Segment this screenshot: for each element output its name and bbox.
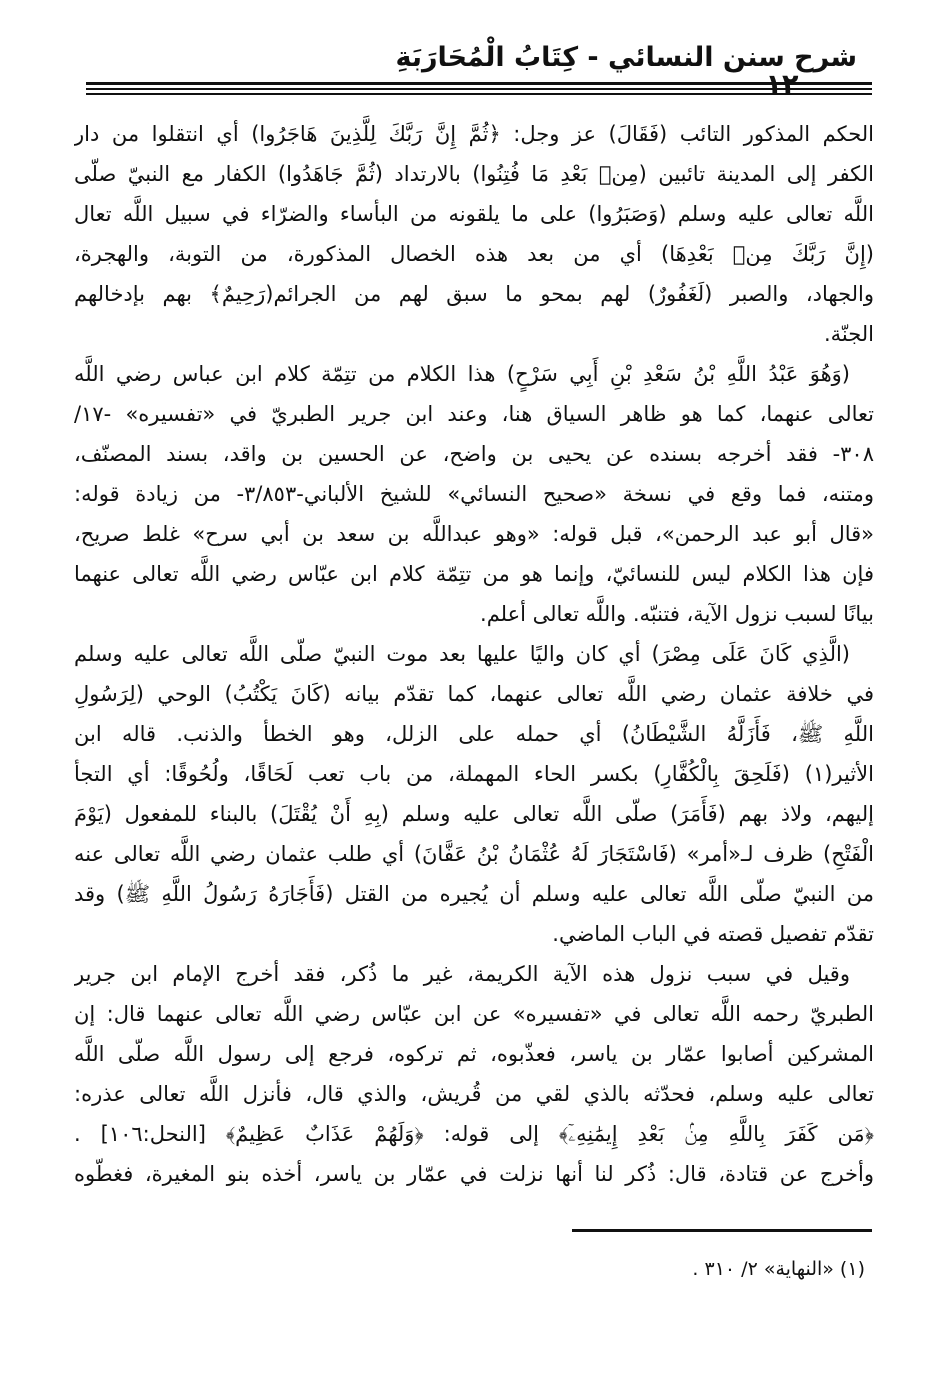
text-line: الكفر إلى المدينة تائبين (مِنۢ بَعْدِ مَا فُتِنُوا) بالارتداد (ثُمَّ جَاهَدُوا) الكفار مع النبيّ صلّى bbox=[74, 162, 874, 186]
text-line: بيانًا لسبب نزول الآية، فتنبّه. واللَّه تعالى أعلم. bbox=[480, 602, 874, 626]
text-line: (وَهُوَ عَبْدُ اللَّهِ بْنُ سَعْدِ بْنِ أَبِي سَرْحٍ) هذا الكلام من تتِمّة كلام ابن عباس رضي اللَّه bbox=[74, 362, 850, 386]
text-line: اللَّهِ ﷺ، فَأَزَلَّهُ الشَّيْطَانُ) أي حمله على الزلل، وهو الخطأ والذنب. قاله ابن bbox=[74, 722, 874, 746]
text-line: المشركين أصابوا عمّار بن ياسر، فعذّبوه، ثم تركوه، فرجع إلى رسول اللَّه صلّى اللَّه bbox=[74, 1042, 874, 1066]
text-line: ﴿مَن كَفَرَ بِاللَّهِ مِنۢ بَعْدِ إِيمَٰنِهِۦٓ﴾ إلى قوله: ﴿وَلَهُمْ عَذَابٌ عَظِيمٌ﴾ [النحل:١٠٦] . bbox=[74, 1122, 874, 1146]
text-line: والجهاد، والصبر (لَغَفُورٌ) لهم بمحو ما سبق لهم من الجرائم(رَحِيمٌ﴾ بهم بإدخالهم bbox=[74, 282, 874, 306]
text-line: «قال أبو عبد الرحمن»، قبل قوله: «وهو عبداللَّه بن سعد بن أبي سرح» غلط صريح، bbox=[74, 522, 874, 546]
text-line: الأثير(١) (فَلَحِقَ بِالْكُفَّارِ) بكسر الحاء المهملة، من باب تعب لَحَاقًا، ولُحُوقًا: أي التجأ bbox=[74, 762, 874, 786]
text-line: الْفَتْحِ) ظرف لـ«أمر» (فَاسْتَجَارَ لَهُ عُثْمَانُ بْنُ عَفَّانَ) أي طلب عثمان رضي اللَّه تعالى عنه bbox=[74, 842, 874, 866]
text-line: في خلافة عثمان رضي اللَّه تعالى عنهما، كما تقدّم بيانه (كَانَ يَكْتُبُ) الوحي (لِرَسُولِ bbox=[74, 682, 874, 706]
text-line: اللَّه تعالى عليه وسلم (وَصَبَرُوا) على ما يلقونه من البأساء والضرّاء في سبيل اللَّه تعال bbox=[74, 202, 874, 226]
running-title: شرح سنن النسائي - كِتَابُ الْمُحَارَبَةِ bbox=[395, 42, 857, 73]
footnote-rule bbox=[572, 1229, 872, 1232]
text-line: إليهم، ولاذ بهم (فَأَمَرَ) صلّى اللَّه تعالى عليه وسلم (بِهِ أَنْ يُقْتَلَ) بالبناء للمفعول (يَوْمَ bbox=[74, 802, 874, 826]
text-line: من النبيّ صلّى اللَّه تعالى عليه وسلم أن يُجيره من القتل (فَأَجَارَهُ رَسُولُ اللَّهِ ﷺ) وقد bbox=[74, 882, 874, 906]
text-line: ٣٠٨- فقد أخرجه بسنده عن يحيى بن واضح، عن الحسين بن واقد، بسند المصنّف، bbox=[74, 442, 874, 466]
text-line: الطبريّ رحمه اللَّه تعالى في «تفسيره» عن ابن عبّاس رضي اللَّه تعالى عنهما قال: إن bbox=[74, 1002, 874, 1026]
text-line: وقيل في سبب نزول هذه الآية الكريمة، غير ما ذُكر، فقد أخرج الإمام ابن جرير bbox=[74, 962, 850, 986]
text-line: تعالى عنهما، كما هو ظاهر السياق هنا، وعند ابن جرير الطبريّ في «تفسيره» -١٧/ bbox=[74, 402, 874, 426]
header-rule bbox=[86, 82, 872, 85]
text-line: تعالى عليه وسلم، فحدّثه بالذي لقي من قُريش، والذي قال، فأنزل اللَّه تعالى عذره: bbox=[74, 1082, 874, 1106]
body-text bbox=[74, 114, 874, 1194]
page-number bbox=[752, 70, 812, 100]
text-line: ومتنه، فما وقع في نسخة «صحيح النسائي» للشيخ الألباني-٣/٨٥٣- من زيادة قوله: bbox=[74, 482, 874, 506]
text-line: تقدّم تفصيل قصته في الباب الماضي. bbox=[552, 922, 874, 946]
header-rule bbox=[86, 93, 872, 95]
footnote: (١) «النهاية» ٢/ ٣١٠ . bbox=[692, 1258, 865, 1280]
text-line: الحكم المذكور التائب (فَقَالَ) عز وجل: ﴿ثُمَّ إِنَّ رَبَّكَ لِلَّذِينَ هَاجَرُوا) أي انتقلوا من دار bbox=[74, 122, 874, 146]
header-rule bbox=[86, 88, 872, 90]
text-line: وأخرج عن قتادة، قال: ذُكر لنا أنها نزلت في عمّار بن ياسر، أخذه بنو المغيرة، فغطّوه bbox=[74, 1162, 874, 1186]
text-line: الجنّة. bbox=[823, 322, 874, 346]
text-line: (إِنَّ رَبَّكَ مِنۢ بَعْدِهَا) أي من بعد هذه الخصال المذكورة، من التوبة، والهجرة، bbox=[74, 242, 874, 266]
text-line: (الَّذِي كَانَ عَلَى مِصْرَ) أي كان واليًا عليها بعد موت النبيّ صلّى اللَّه تعالى عليه وسلم bbox=[74, 642, 850, 666]
text-line: فإن هذا الكلام ليس للنسائيّ، وإنما هو من تتِمّة كلام ابن عبّاس رضي اللَّه تعالى عنهما bbox=[74, 562, 874, 586]
